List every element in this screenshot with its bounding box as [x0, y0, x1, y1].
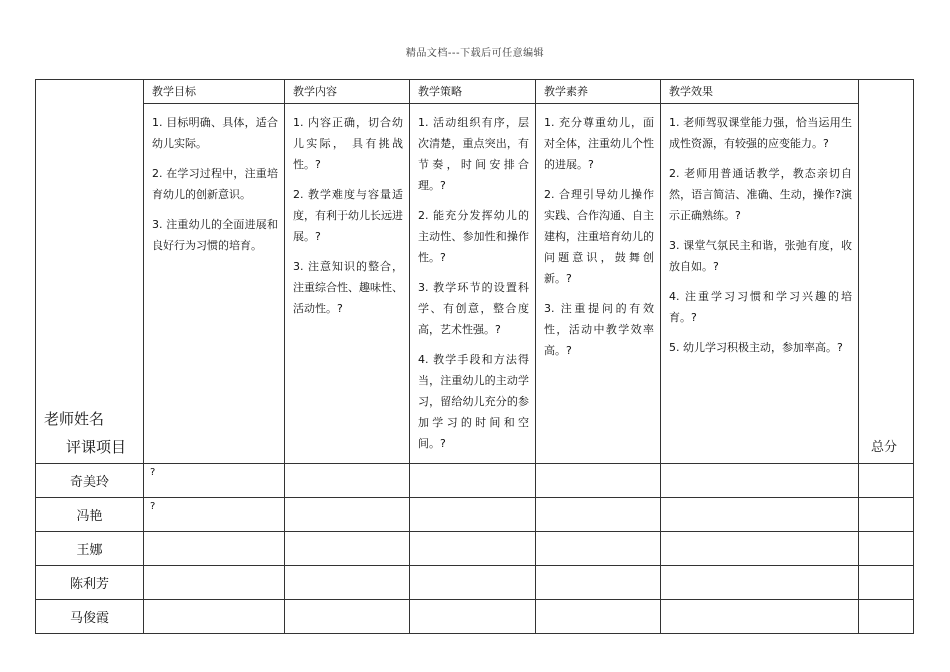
- score-cell[interactable]: [144, 532, 285, 566]
- corner-cell: [36, 80, 144, 464]
- criterion-item: 1. 内容正确，切合幼儿实际， 具有挑战性。?: [293, 116, 403, 171]
- teacher-name: 王娜: [36, 532, 144, 566]
- score-cell[interactable]: [410, 566, 536, 600]
- score-cell[interactable]: [285, 566, 410, 600]
- score-cell[interactable]: ?: [144, 498, 285, 532]
- total-score-cell[interactable]: [859, 566, 914, 600]
- header-row: [36, 80, 914, 104]
- criterion-item: 2. 在学习过程中，注重培育幼儿的创新意识。: [152, 167, 278, 201]
- score-cell[interactable]: [536, 498, 661, 532]
- criteria-goals: [144, 104, 285, 464]
- table-row: [36, 498, 914, 532]
- criteria-effect: [661, 104, 859, 464]
- score-cell[interactable]: [410, 464, 536, 498]
- score-cell[interactable]: [410, 498, 536, 532]
- score-cell[interactable]: [536, 532, 661, 566]
- evaluation-table: [35, 79, 914, 634]
- criterion-item: 2. 能充分发挥幼儿的主动性、参加性和操作性。?: [418, 209, 529, 264]
- score-cell[interactable]: [285, 464, 410, 498]
- column-header-content: 教学内容: [285, 80, 410, 104]
- score-cell[interactable]: [410, 532, 536, 566]
- score-cell[interactable]: [536, 600, 661, 634]
- criterion-item: 1. 活动组织有序，层次清楚，重点突出，有节奏，时间安排合理。?: [418, 116, 529, 192]
- total-score-header: [859, 80, 914, 464]
- score-cell[interactable]: [536, 464, 661, 498]
- column-header-effect: 教学效果: [661, 80, 859, 104]
- criteria-row: [36, 104, 914, 464]
- column-header-goals: 教学目标: [144, 80, 285, 104]
- criterion-item: 2. 合理引导幼儿操作实践、合作沟通、自主建构，注重培育幼儿的问题意识，鼓舞创新。?: [544, 188, 654, 285]
- criterion-item: 1. 老师驾驭课堂能力强，恰当运用生成性资源，有较强的应变能力。?: [669, 116, 852, 150]
- score-cell[interactable]: [661, 566, 859, 600]
- criterion-item: 3. 注重幼儿的全面进展和良好行为习惯的培育。: [152, 218, 278, 252]
- table-row: [36, 566, 914, 600]
- teacher-name: 陈利芳: [36, 566, 144, 600]
- criteria-content: [285, 104, 410, 464]
- column-header-literacy: 教学素养: [536, 80, 661, 104]
- criterion-item: 2. 老师用普通话教学，教态亲切自然，语言简洁、准确、生动，操作?演示正确熟练。?: [669, 167, 852, 222]
- teacher-name: 冯艳: [36, 498, 144, 532]
- evaluation-item-label: 评课项目: [66, 438, 127, 456]
- score-cell[interactable]: [536, 566, 661, 600]
- score-cell[interactable]: [661, 532, 859, 566]
- table-row: [36, 532, 914, 566]
- teacher-name-label: 老师姓名: [44, 410, 105, 428]
- criterion-item: 4. 教学手段和方法得当，注重幼儿的主动学习，留给幼儿充分的参加学习的时间和空间。?: [418, 353, 529, 450]
- score-cell[interactable]: [144, 566, 285, 600]
- score-cell[interactable]: ?: [144, 464, 285, 498]
- score-cell[interactable]: [661, 464, 859, 498]
- table-row: [36, 464, 914, 498]
- criterion-item: 2. 教学难度与容量适度，有利于幼儿长远进展。?: [293, 188, 403, 243]
- score-cell[interactable]: [285, 532, 410, 566]
- criteria-strategy: [410, 104, 536, 464]
- criterion-item: 3. 注意知识的整合，注重综合性、趣味性、活动性。?: [293, 260, 403, 315]
- table-row: [36, 600, 914, 634]
- score-cell[interactable]: [285, 600, 410, 634]
- criterion-item: 5. 幼儿学习积极主动，参加率高。?: [669, 341, 843, 354]
- criterion-item: 3. 课堂气氛民主和谐，张弛有度，收放自如。?: [669, 239, 852, 273]
- total-score-cell[interactable]: [859, 498, 914, 532]
- total-score-cell[interactable]: [859, 532, 914, 566]
- criterion-item: 3. 注重提问的有效性，活动中教学效率高。?: [544, 302, 654, 357]
- teacher-name: 马俊霞: [36, 600, 144, 634]
- criterion-item: 4. 注重学习习惯和学习兴趣的培育。?: [669, 290, 852, 324]
- total-score-cell[interactable]: [859, 464, 914, 498]
- score-cell[interactable]: [661, 498, 859, 532]
- criterion-item: 1. 充分尊重幼儿，面对全体，注重幼儿个性的进展。?: [544, 116, 654, 171]
- score-cell[interactable]: [661, 600, 859, 634]
- watermark-text: 精品文档---下载后可任意编辑: [405, 48, 545, 59]
- score-cell[interactable]: [410, 600, 536, 634]
- criteria-literacy: [536, 104, 661, 464]
- score-cell[interactable]: [285, 498, 410, 532]
- criterion-item: 1. 目标明确、具体，适合幼儿实际。: [152, 116, 278, 150]
- score-cell[interactable]: [144, 600, 285, 634]
- criterion-item: 3. 教学环节的设置科学、有创意，整合度高，艺术性强。?: [418, 281, 529, 336]
- column-header-strategy: 教学策略: [410, 80, 536, 104]
- total-score-cell[interactable]: [859, 600, 914, 634]
- teacher-name: 奇美玲: [36, 464, 144, 498]
- total-score-label: 总分: [871, 440, 898, 455]
